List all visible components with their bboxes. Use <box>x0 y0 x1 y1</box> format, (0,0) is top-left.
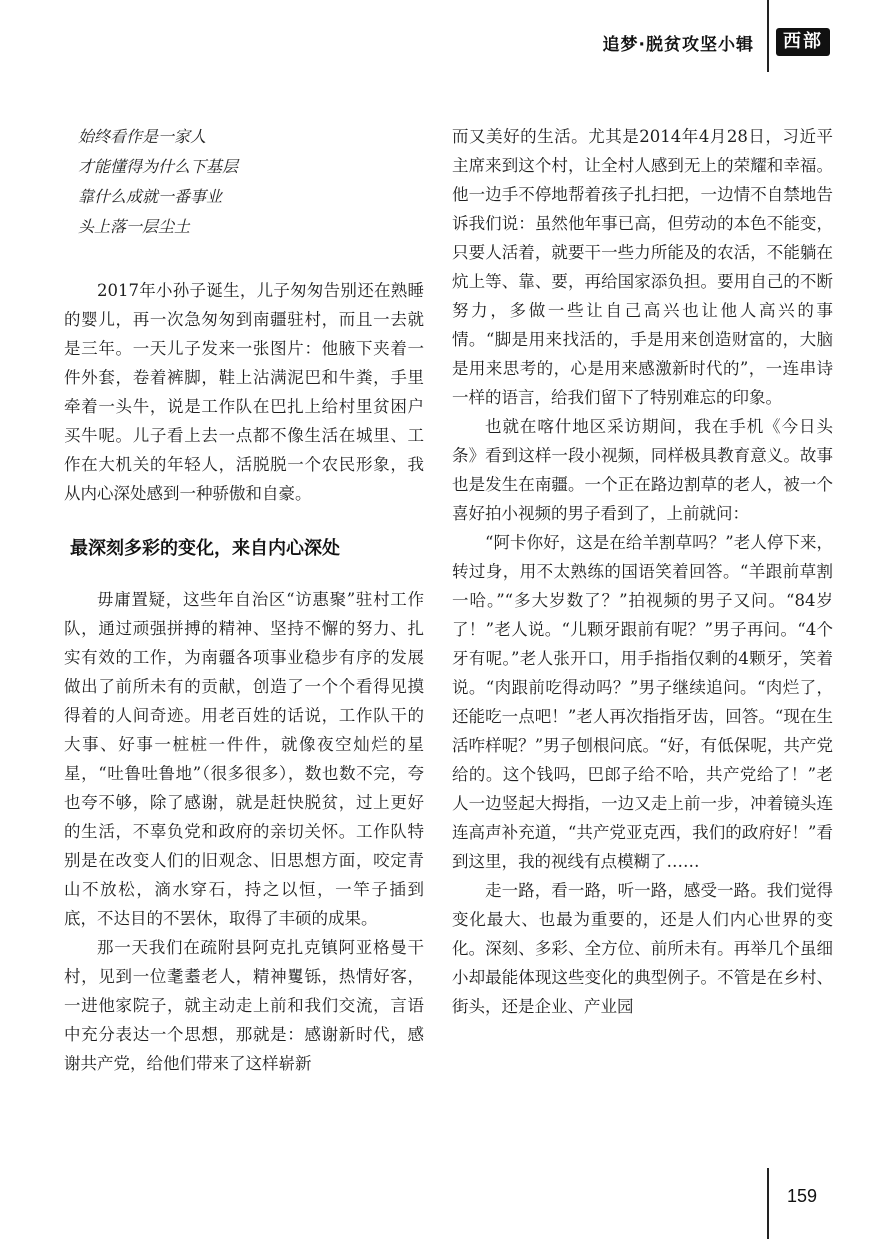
footer-vertical-rule <box>767 1168 769 1239</box>
page-number: 159 <box>787 1186 818 1206</box>
paragraph: 毋庸置疑，这些年自治区“访惠聚”驻村工作队，通过顽强拼搏的精神、坚持不懈的努力、扎实有效的工作，为南疆各项事业稳步有序的发展做出了前所未有的贡献，创造了一个个看得见摸得着的人间奇迹。用老百姓的话说，工作队干的大事、好事一桩桩一件件，就像夜空灿烂的星星，“吐鲁吐鲁地”（很多很多），数也数不完，夸也夸不够，除了感谢，就是赶快脱贫，过上更好的生活，不辜负党和政府的亲切关怀。工作队特别是在改变人们的旧观念、旧思想方面，咬定青山不放松，滴水穿石，持之以恒，一竿子插到底，不达目的不罢休，取得了丰硕的成果。 <box>64 590 424 928</box>
paragraph-continued: 而又美好的生活。尤其是2014年4月28日，习近平主席来到这个村，让全村人感到无上的荣耀和幸福。他一边手不停地帮着孩子扎扫把，一边情不自禁地告诉我们说：虽然他年事已高，但劳动的本色不能变，只要人活着，就要干一些力所能及的农活，不能躺在炕上等、靠、要，再给国家添负担。要用自己的不断努力，多做一些让自己高兴也让他人高兴的事情。“脚是用来找活的，手是用来创造财富的，大脑是用来思考的，心是用来感激新时代的”，一连串诗一样的语言，给我们留下了特别难忘的印象。 <box>452 127 833 407</box>
paragraph: 2017年小孙子诞生，儿子匆匆告别还在熟睡的婴儿，再一次急匆匆到南疆驻村，而且一去就是三年。一天儿子发来一张图片：他腋下夹着一件外套，卷着裤脚，鞋上沾满泥巴和牛粪，手里牵着一头牛，说是工作队在巴扎上给村里贫困户买牛呢。儿子看上去一点都不像生活在城里、工作在大机关的年轻人，活脱脱一个农民形象，我从内心深处感到一种骄傲和自豪。 <box>64 281 424 503</box>
header-vertical-rule <box>767 0 769 72</box>
section-subheading: 最深刻多彩的变化，来自内心深处 <box>70 538 340 559</box>
spacer <box>64 563 424 585</box>
poem-line: 始终看作是一家人 <box>78 127 207 146</box>
poem-line: 靠什么成就一番事业 <box>78 187 223 206</box>
spacer <box>64 242 424 276</box>
left-column <box>64 122 424 1078</box>
section-badge: 西部 <box>776 28 830 56</box>
poem-line: 头上落一层尘土 <box>78 217 191 236</box>
paragraph: “阿卡你好，这是在给羊割草吗？”老人停下来，转过身，用不太熟练的国语笑着回答。“羊跟前草割一哈。”“多大岁数了？”拍视频的男子又问。“84岁了！”老人说。“儿颗牙跟前有呢？”男子再问。“4个牙有呢。”老人张开口，用手指指仅剩的4颗牙，笑着说。“肉跟前吃得动吗？”男子继续追问。“肉烂了，还能吃一点吧！”老人再次指指牙齿，回答。“现在生活咋样呢？”男子刨根问底。“好，有低保呢，共产党给的。这个钱吗，巴郎子给不哈，共产党给了！”老人一边竖起大拇指，一边又走上前一步，冲着镜头连连高声补充道，“共产党亚克西，我们的政府好！”看到这里，我的视线有点模糊了…… <box>452 533 833 871</box>
paragraph: 那一天我们在疏附县阿克扎克镇阿亚格曼干村，见到一位耄耋老人，精神矍铄，热情好客，一进他家院子，就主动走上前和我们交流，言语中充分表达一个思想，那就是：感谢新时代，感谢共产党，给他们带来了这样崭新 <box>64 938 424 1073</box>
right-column <box>452 122 833 1021</box>
poem-block <box>78 122 424 242</box>
paragraph: 走一路，看一路，听一路，感受一路。我们觉得变化最大、也最为重要的，还是人们内心世界的变化。深刻、多彩、全方位、前所未有。再举几个虽细小却最能体现这些变化的典型例子。不管是在乡村、街头，还是企业、产业园 <box>452 881 833 1016</box>
poem-line: 才能懂得为什么下基层 <box>78 157 239 176</box>
spacer <box>64 508 424 534</box>
running-title: 追梦·脱贫攻坚小辑 <box>602 35 754 55</box>
paragraph: 也就在喀什地区采访期间，我在手机《今日头条》看到这样一段小视频，同样极具教育意义。故事也是发生在南疆。一个正在路边割草的老人，被一个喜好拍小视频的男子看到了，上前就问： <box>452 417 833 523</box>
